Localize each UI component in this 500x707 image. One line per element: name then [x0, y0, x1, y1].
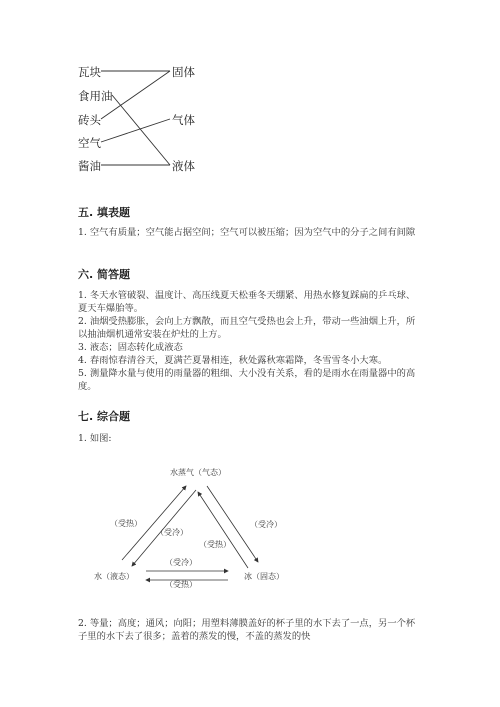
answer-item: 5. 测量降水量与使用的雨量器的粗细、大小没有关系，看的是雨水在雨量器中的高度。: [78, 368, 416, 392]
label-water-to-ice: （受冷）: [165, 558, 197, 567]
arrow-ice-to-vapor: [198, 492, 248, 568]
label-water-to-vapor: （受热）: [110, 519, 142, 528]
section-5-title: 五. 填表题: [78, 206, 131, 219]
match-right-item: 液体: [172, 159, 195, 173]
answer-item: 4. 春雨惊春清谷天，夏满芒夏暑相连，秋处露秋寒霜降，冬雪雪冬小大寒。: [78, 355, 388, 366]
answer-item: 2. 油烟受热膨胀，会向上方飘散，而且空气受热也会上升，带动一些油烟上升，所以抽油烟机通常安装在炉灶的上方。: [78, 316, 416, 340]
section-6-title: 六. 简答题: [78, 268, 131, 281]
section-7-title: 七. 综合题: [78, 410, 131, 423]
question-1-label: 1. 如图:: [78, 433, 112, 444]
label-vapor-to-water: （受冷）: [156, 528, 188, 537]
match-left-item: 空气: [78, 136, 101, 150]
label-ice-to-water: （受热）: [165, 580, 197, 589]
answer-item: 1. 冬天水管破裂、温度计、高压线夏天松垂冬天绷紧、用热水修复踩扁的乒乓球、夏天车爆胎等。: [78, 290, 416, 314]
match-right-item: 固体: [172, 65, 195, 79]
node-vapor: 水蒸气（气态）: [170, 468, 226, 477]
answer-item: 3. 液态；固态转化成液态: [78, 342, 183, 353]
node-water: 水（液态）: [94, 572, 134, 581]
label-vapor-to-ice: （受冷）: [250, 520, 282, 529]
label-ice-to-vapor: （受热）: [199, 540, 231, 549]
match-left-item: 砖头: [78, 113, 101, 127]
node-ice: 冰（固态）: [244, 572, 284, 581]
answer-text: 2. 等量；高度；通风；向阳；用塑料薄膜盖好的杯子里的水下去了一点，另一个杯子里的水下去了很多；盖着的蒸发的慢，不盖的蒸发的快: [78, 618, 416, 642]
match-left-item: 瓦块: [78, 65, 101, 79]
match-left-item: 酱油: [78, 159, 101, 173]
match-left-item: 食用油: [78, 89, 113, 103]
question-2-answer: [78, 617, 423, 643]
match-right-item: 气体: [172, 113, 195, 127]
answer-text: 1. 空气有质量；空气能占据空间；空气可以被压缩；因为空气中的分子之间有间隙: [78, 227, 416, 238]
